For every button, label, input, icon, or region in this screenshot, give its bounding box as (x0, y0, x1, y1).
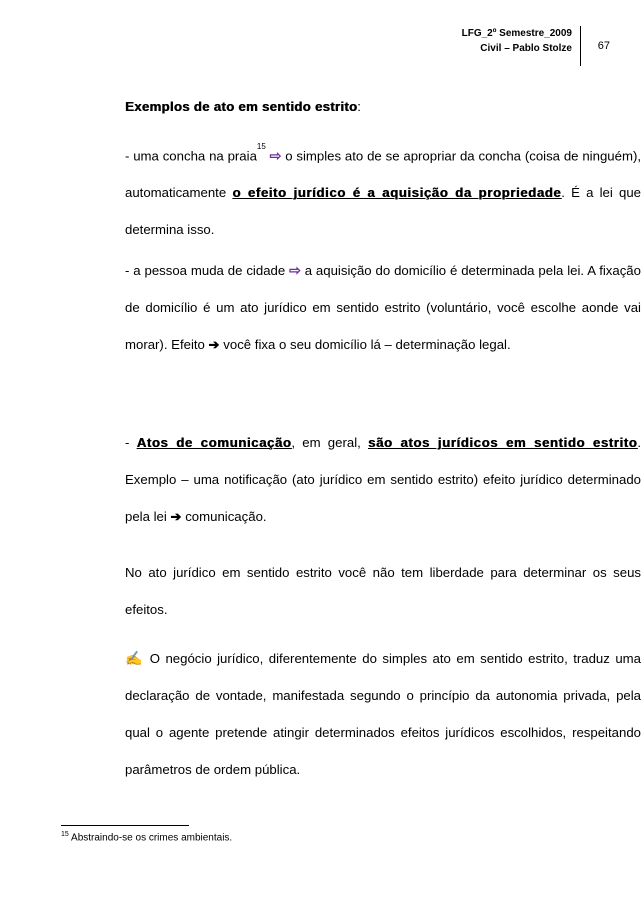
arrow-right-icon: ⇨ (269, 147, 282, 164)
paragraph-negocio: ✍ O negócio jurídico, diferentemente do simples ato em sentido estrito, traduz uma declaração de vontade, manifestada segundo o princípio da autonomia privada, pela qual o agente pretende atingir determinados efeitos jurídicos escolhidos, respeitando parâmetros de ordem pública. (125, 650, 641, 777)
emphasis-text: o efeito jurídico é a aquisição da propriedade (232, 185, 562, 201)
paragraph-liberdade: No ato jurídico em sentido estrito você não tem liberdade para determinar os seus efeitos. (125, 565, 641, 617)
footnote-ref[interactable]: 15 (256, 142, 266, 151)
paragraph-comunicacao: - Atos de comunicação, em geral, são atos jurídicos em sentido estrito. Exemplo – uma notificação (ato jurídico em sentido estrito) efeito jurídico determinado pela lei ➔ comunicação. (125, 435, 641, 524)
footnote (61, 831, 232, 843)
paragraph-domicilio: - a pessoa muda de cidade ⇨ a aquisição do domicílio é determinada pela lei. A fixação de domicílio é um ato jurídico em sentido estrito (voluntário, você escolhe aonde vai morar). Efeito ➔ você fixa o seu domicílio lá – determinação legal. (125, 262, 641, 352)
writing-hand-icon: ✍ (125, 650, 145, 666)
heading-title: Exemplos de ato em sentido estrito (125, 99, 358, 114)
header-course: LFG_2º Semestre_2009 (461, 28, 572, 39)
footnote-number: 15 (61, 831, 69, 838)
arrow-solid-icon: ➔ (208, 337, 220, 352)
examples-heading: Exemplos de ato em sentido estrito: (125, 99, 361, 114)
arrow-solid-icon: ➔ (170, 509, 182, 524)
page-header (462, 26, 581, 66)
header-subject: Civil – Pablo Stolze (480, 43, 572, 54)
emphasis-text: são atos jurídicos em sentido estrito (368, 435, 638, 450)
page-number: 67 (597, 40, 610, 52)
footnote-text: Abstraindo-se os crimes ambientais. (68, 832, 233, 844)
paragraph-concha: - uma concha na praia$^{15}$ ⇨ o simples ato de se apropriar da concha (coisa de ninguém), automaticamente o efeito jurídico é a aquisição da propriedade. É a lei que determina isso. (125, 142, 641, 238)
arrow-right-icon: ⇨ (289, 262, 301, 278)
emphasis-text: Atos de comunicação (136, 435, 292, 450)
footnote-separator (61, 825, 189, 826)
header-block (462, 26, 581, 66)
